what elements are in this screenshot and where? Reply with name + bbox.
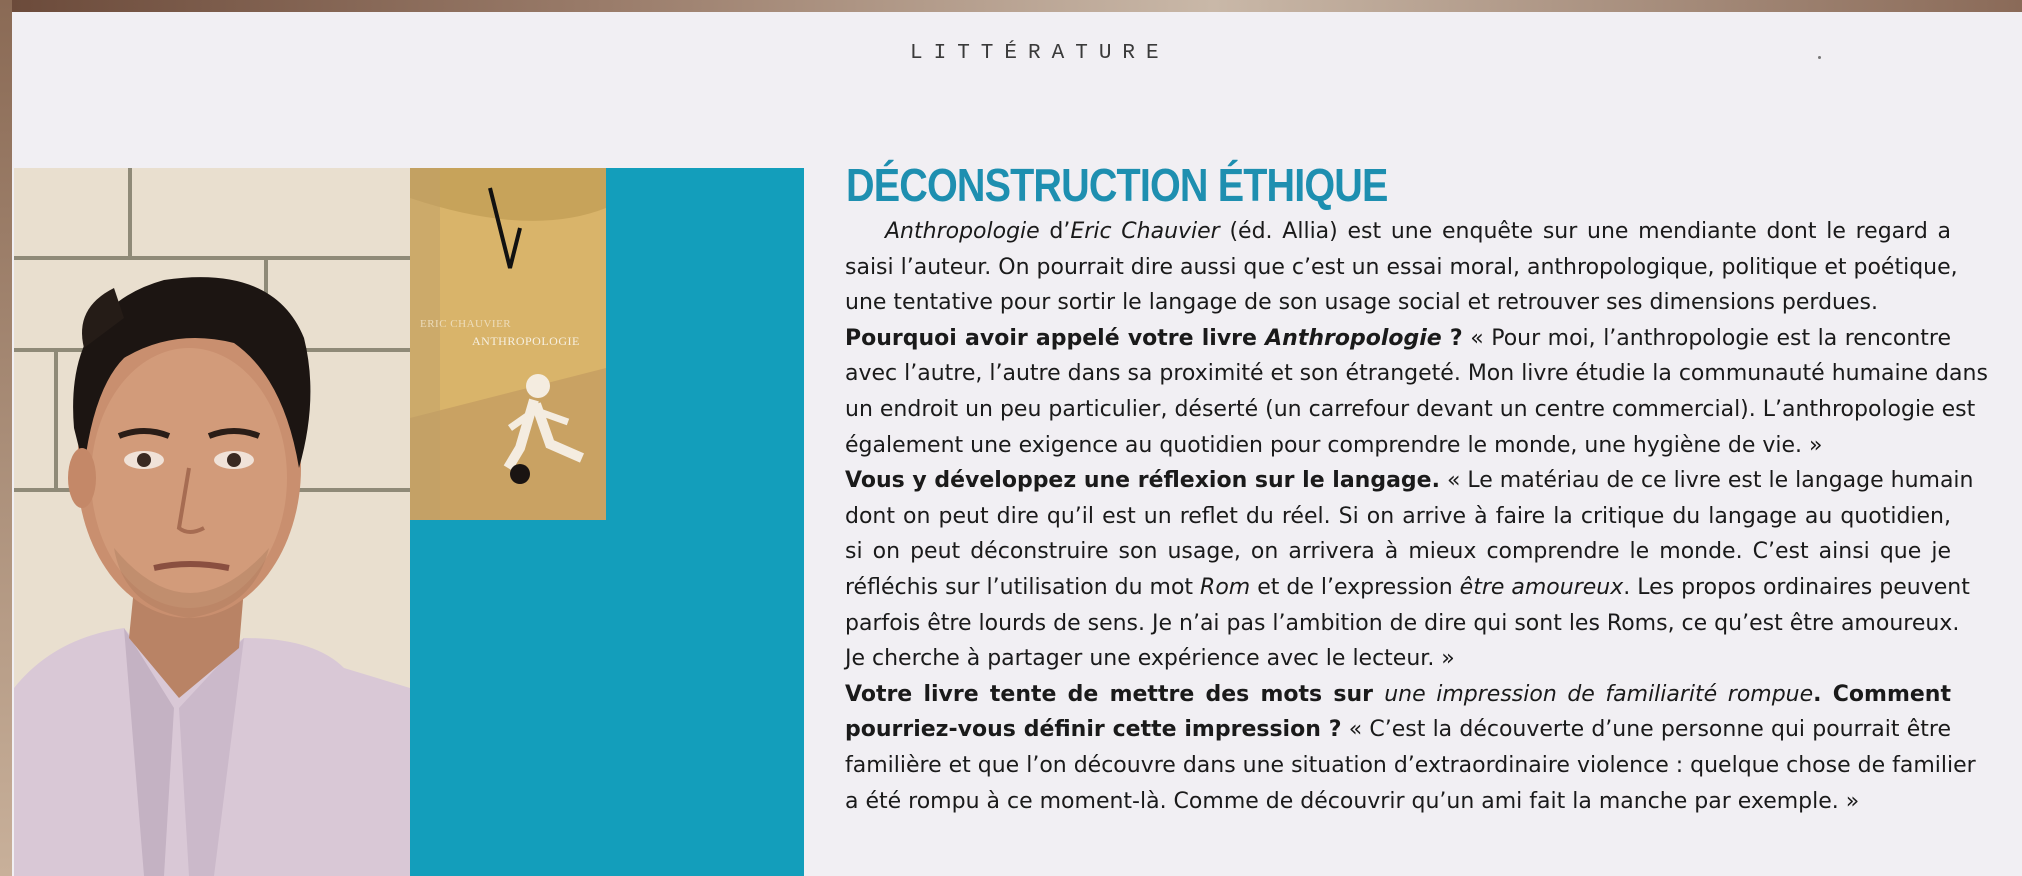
qa1-line-2: avec l’autre, l’autre dans sa proximité et son étrangeté. Mon livre étudie la communauté humaine dans [845, 361, 1988, 387]
author-photo [14, 168, 410, 876]
qa1-line-3: un endroit un peu particulier, déserté (un carrefour devant un centre commercial). L’anthropologie est [845, 396, 1976, 422]
scan-top-edge [0, 0, 2022, 12]
next-article-headline-cropped [846, 862, 1328, 876]
qa1-line-1: Pourquoi avoir appelé votre livre Anthropologie ? « Pour moi, l’anthropologie est la rencontre [845, 325, 1951, 351]
qa2-line-2: dont on peut dire qu’il est un reflet du réel. Si on arrive à faire la critique du langage au quotidien, [845, 503, 1951, 529]
qa2-line-3: si on peut déconstruire son usage, on arrivera à mieux comprendre le monde. C’est ainsi que je [845, 539, 1951, 565]
article-headline: DÉCONSTRUCTION ÉTHIQUE [846, 159, 1388, 211]
qa3-line-4: a été rompu à ce moment-là. Comme de découvrir qu’un ami fait la manche par exemple. » [845, 788, 1860, 814]
qa1-line-4: également une exigence au quotidien pour comprendre le monde, une hygiène de vie. » [845, 432, 1823, 458]
intro-line-2: saisi l’auteur. On pourrait dire aussi que c’est un essai moral, anthropologique, politique et poétique, [845, 254, 1958, 280]
teal-panel-lower [410, 520, 606, 876]
portrait-illustration [14, 168, 410, 876]
book-cover-author: ERIC CHAUVIER [420, 318, 512, 330]
qa2-line-4: réfléchis sur l’utilisation du mot Rom et de l’expression être amoureux. Les propos ordinaires peuvent [845, 574, 1970, 600]
qa2-line-6: Je cherche à partager une expérience avec le lecteur. » [845, 646, 1455, 672]
article-body [845, 214, 1988, 819]
scan-left-edge [0, 0, 12, 876]
page-speck [1818, 56, 1821, 59]
qa3-line-3: familière et que l’on découvre dans une situation d’extraordinaire violence : quelque chose de familier [845, 752, 1976, 778]
book-cover-title: ANTHROPOLOGIE [472, 334, 580, 348]
qa3-line-2: pourriez-vous définir cette impression ? « C’est la découverte d’une personne qui pourrait être [845, 717, 1951, 743]
book-cover [410, 168, 606, 520]
section-label: LITTÉRATURE [910, 42, 1170, 65]
intro-line-3: une tentative pour sortir le langage de son usage social et retrouver ses dimensions perdues. [845, 290, 1878, 316]
teal-panel [606, 168, 804, 876]
qa2-line-5: parfois être lourds de sens. Je n’ai pas l’ambition de dire qui sont les Roms, ce qu’est être amoureux. [845, 610, 1960, 636]
intro-line-1: Anthropologie d’Eric Chauvier (éd. Allia) est une enquête sur une mendiante dont le regard a [885, 219, 1952, 244]
qa2-line-1: Vous y développez une réflexion sur le langage. « Le matériau de ce livre est le langage humain [845, 468, 1974, 494]
qa3-line-1: Votre livre tente de mettre des mots sur une impression de familiarité rompue. Comment [845, 681, 1951, 707]
